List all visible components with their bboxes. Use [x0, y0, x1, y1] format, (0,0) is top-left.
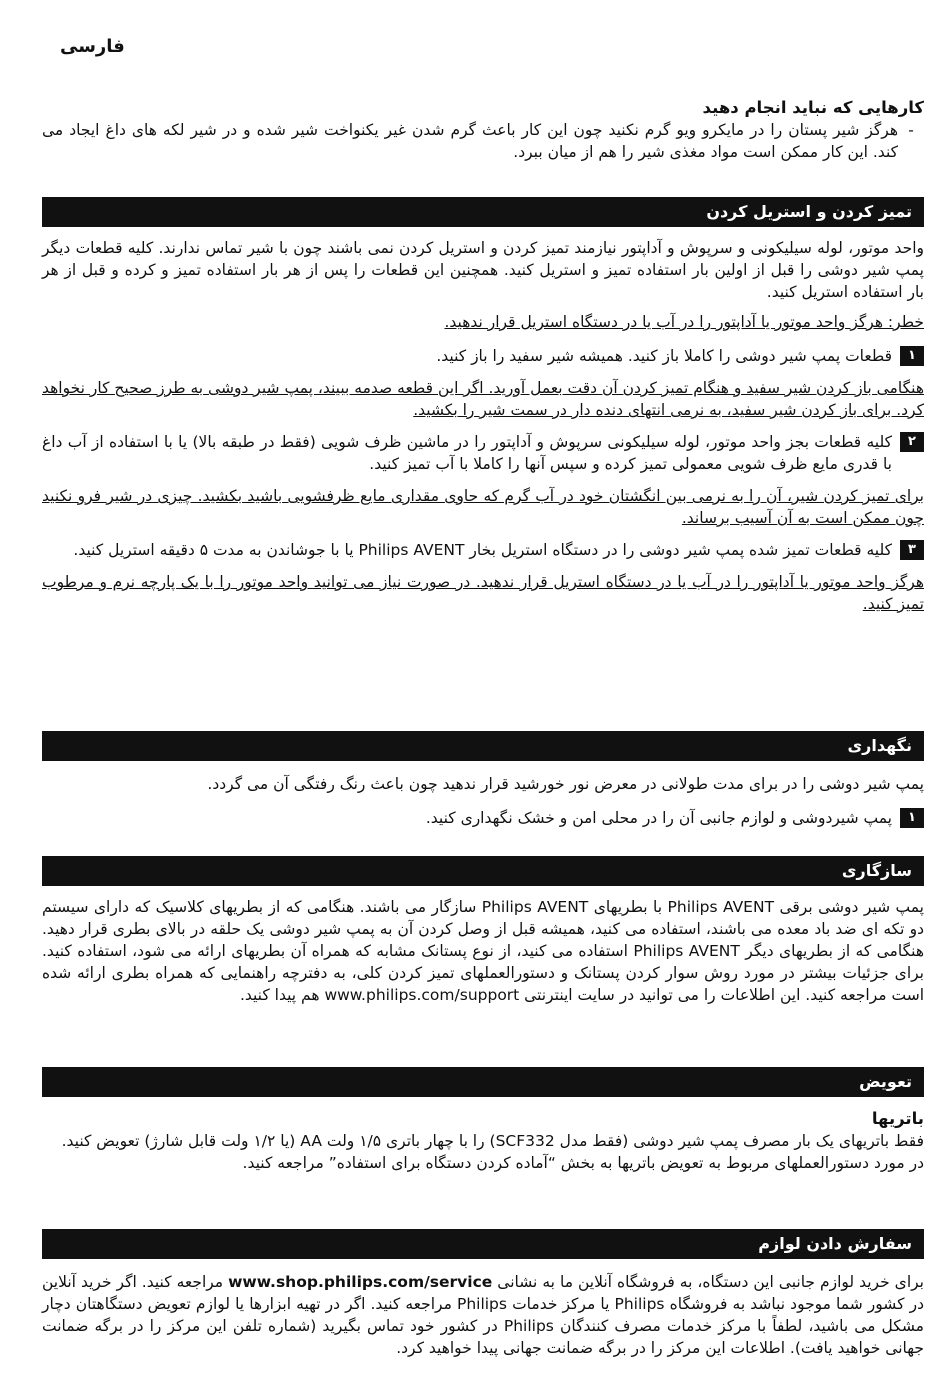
cleaning-step-1	[42, 345, 924, 367]
cleaning-note-3: هرگز واحد موتور یا آداپتور را در آب یا در دستگاه استریل قرار ندهید. در صورت نیاز می توانید واحد موتور را با یک پارچه نرم و مرطوب تمیز کنید.	[42, 573, 924, 613]
step-number: ۲	[900, 432, 924, 452]
section-bar-cleaning: تمیز کردن و استریل کردن	[42, 197, 924, 227]
step-text: کلیه قطعات تمیز شده پمپ شیر دوشی را در دستگاه استریل بخار Philips AVENT یا با جوشاندن به مدت ۵ دقیقه استریل کنید.	[73, 541, 892, 559]
shop-url-link[interactable]: www.shop.philips.com/service	[228, 1273, 493, 1291]
cleaning-step-2	[42, 431, 924, 475]
section-bar-storage: نگهداری	[42, 731, 924, 761]
replacement-text-2: در مورد دستورالعملهای مربوط به تعویض باتریها به بخش “آماده کردن دستگاه برای استفاده” مراجعه کنید.	[242, 1154, 924, 1172]
storage-step-1	[42, 807, 924, 829]
ordering-text	[42, 1271, 924, 1359]
cleaning-step-3	[42, 539, 924, 561]
cleaning-warning: خطر: هرگز واحد موتور یا آداپتور را در آب یا در دستگاه استریل قرار ندهید.	[444, 313, 924, 331]
bullet-dash: -	[908, 121, 914, 139]
step-text: پمپ شیردوشی و لوازم جانبی آن را در محلی امن و خشک نگهداری کنید.	[425, 809, 892, 827]
ordering-text-b: مراجعه کنید. اگر خرید آنلاین در کشور شما موجود نباشد به فروشگاه Philips یا مرکز خدمات Philips مراجعه کنید. اگر در تهیه ابزارها یا لوازم تعویض دستگاهتان دچار مشکل می باشید، لطفاً با مرکز خدمات مصرف کنندگان Philips در کشور خود تماس بگیرید (شماره تلفن این مرکز را در برگه ضمانت جهانی خواهید یافت). اطلاعات این مرکز را در برگه ضمانت جهانی پیدا خواهید کرد.	[42, 1273, 924, 1357]
storage-intro: پمپ شیر دوشی را در برای مدت طولانی در معرض نور خورشید قرار ندهید چون باعث رنگ رفتگی آن می گردد.	[207, 775, 924, 793]
section-bar-ordering: سفارش دادن لوازم	[42, 1229, 924, 1259]
compat-section	[42, 896, 924, 1006]
section-bar-compat: سازگاری	[42, 856, 924, 886]
donts-bullet-text: هرگز شیر پستان را در مایکرو ویو گرم نکنید چون این کار باعث گرم شدن غیر یکنواخت شیر شده و در شیر لکه های داغ ایجاد می کند. این کار ممکن است مواد مغذی شیر را هم از میان ببرد.	[42, 121, 898, 161]
donts-title: کارهایی که نباید انجام دهید	[702, 98, 924, 117]
batteries-subtitle: باتریها	[871, 1109, 924, 1128]
language-label: فارسی	[60, 36, 125, 57]
cleaning-intro: واحد موتور، لوله سیلیکونی و سرپوش و آداپتور نیازمند تمیز کردن و استریل کردن نمی باشند چون با شیر تماس ندارند. کلیه قطعات دیگر پمپ شیر دوشی را قبل از اولین بار استفاده تمیز و استریل کنید. همچنین این قطعات را پس از هر بار استفاده تمیز و کرده و قبل از هر بار استفاده استریل کنید.	[42, 239, 924, 301]
compat-text: پمپ شیر دوشی برقی Philips AVENT با بطریهای Philips AVENT سازگار می باشند. هنگامی که از بطریهای کلاسیک که دارای سیستم دو تکه ای ضد باد معده می باشند، استفاده می کنید، همیشه قبل از وصل کردن آن به پمپ شیر دوشی یک حلقه در بالای بطری قرار دهید. هنگامی که از بطریهای دیگر Philips AVENT استفاده می کنید، از نوع پستانک مشابه که همراه آن بطریهای ارائه می شود، استفاده کنید. برای جزئیات بیشتر در مورد روش سوار کردن پستانک و دستورالعملهای تمیز کردن کلی، به دفترچه راهنمایی که همراه بطری ارائه شده است مراجعه کنید. این اطلاعات را می توانید در سایت اینترنتی www.philips.com/support هم پیدا کنید.	[42, 898, 924, 1004]
donts-bullet	[42, 119, 924, 163]
section-bar-replacement: تعویض	[42, 1067, 924, 1097]
step-number: ۱	[900, 808, 924, 828]
step-text: کلیه قطعات بجز واحد موتور، لوله سیلیکونی سرپوش و آداپتور را در ماشین ظرف شویی (فقط در طبقه بالا) یا با استفاده از آب داغ با قدری مایع ظرف شویی معمولی تمیز کرده و سپس آنها را کاملا با آب تمیز کنید.	[42, 433, 892, 473]
cleaning-note-2: برای تمیز کردن شیر، آن را به نرمی بین انگشتان خود در آب گرم که حاوی مقداری مایع ظرفشویی باشید بکشید. چیزی در شیر فرو نکنید چون ممکن است به آن آسیب برساند.	[42, 487, 924, 527]
step-text: قطعات پمپ شیر دوشی را کاملا باز کنید. همیشه شیر سفید را باز کنید.	[436, 347, 892, 365]
replacement-text-1: فقط باتریهای یک بار مصرف پمپ شیر دوشی (فقط مدل SCF332) را با چهار باتری ۱/۵ ولت AA (یا ۱/۲ ولت قابل شارژ) تعویض کنید.	[61, 1132, 924, 1150]
ordering-text-a: برای خرید لوازم جانبی این دستگاه، به فروشگاه آنلاین ما به نشانی	[492, 1273, 924, 1291]
cleaning-section	[42, 237, 924, 615]
storage-section	[42, 773, 924, 829]
step-number: ۳	[900, 540, 924, 560]
cleaning-note-1: هنگامی باز کردن شیر سفید و هنگام تمیز کردن آن دقت بعمل آورید. اگر این قطعه صدمه ببیند، پمپ شیر دوشی به طرز صحیح کار نخواهد کرد. برای باز کردن شیر سفید، به نرمی انتهای دنده دار در سمت شیر را بکشید.	[42, 379, 924, 419]
ordering-section	[42, 1271, 924, 1359]
step-number: ۱	[900, 346, 924, 366]
replacement-section	[42, 1108, 924, 1174]
donts-section	[42, 97, 924, 163]
